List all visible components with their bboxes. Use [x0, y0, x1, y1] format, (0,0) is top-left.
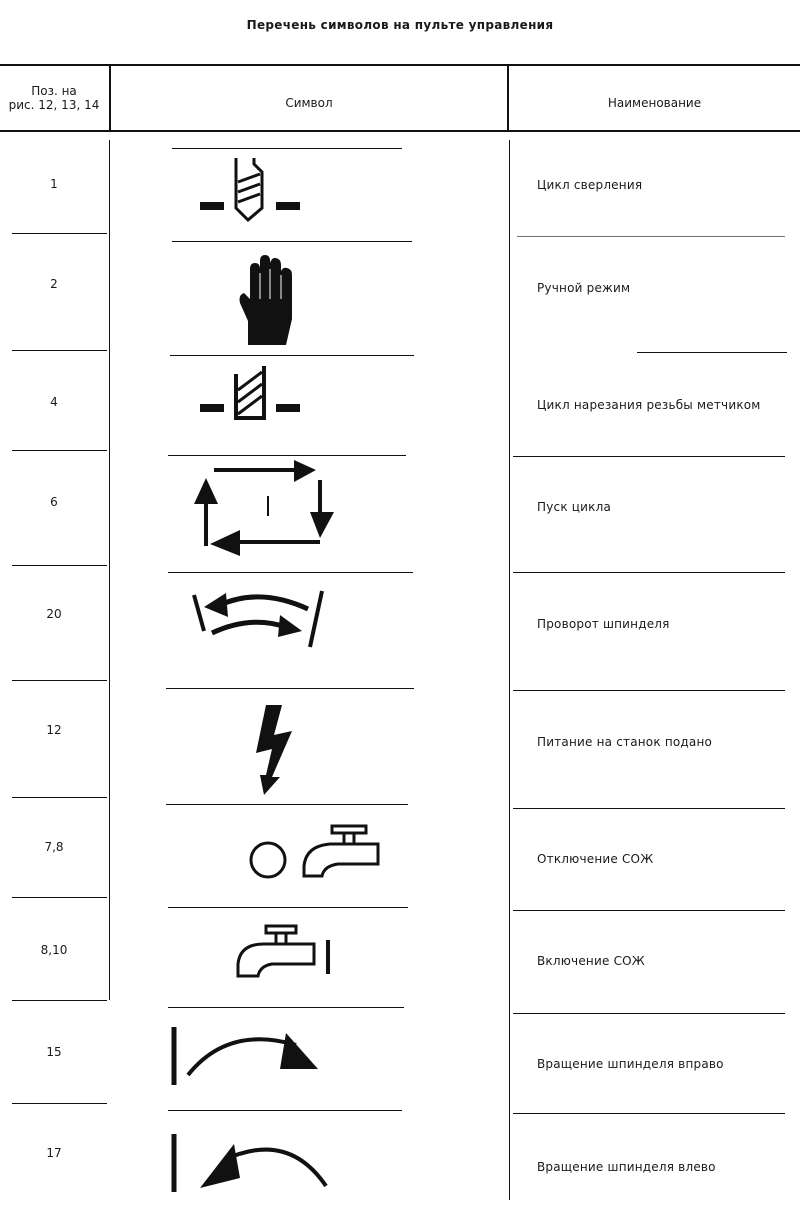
pos-row-rule — [12, 350, 107, 351]
header-pos — [0, 84, 108, 112]
row-8-10-pos: 8,10 — [40, 943, 68, 957]
cycle-start-icon — [190, 460, 340, 560]
symbol-row-rule — [172, 148, 402, 149]
hand-icon — [236, 255, 302, 347]
lightning-icon — [252, 705, 298, 797]
row-17-pos: 17 — [46, 1146, 62, 1160]
symbol-row-rule — [168, 455, 406, 456]
row-20-pos: 20 — [46, 607, 62, 621]
pos-row-rule — [12, 1000, 107, 1001]
page-title: Перечень символов на пульте управления — [246, 18, 554, 32]
name-row-rule — [513, 690, 785, 691]
row-17-name: Вращение шпинделя влево — [537, 1160, 716, 1174]
symbol-row-rule — [166, 688, 414, 689]
coolant-on-icon — [234, 924, 334, 982]
drilling-cycle-icon — [196, 152, 308, 224]
header-pos-line1: Поз. на — [31, 84, 77, 98]
symbol-row-rule — [168, 572, 413, 573]
row-8-10-name: Включение СОЖ — [537, 954, 645, 968]
header-bottom-rule — [0, 130, 800, 132]
header-name: Наименование — [607, 96, 702, 110]
pos-row-rule — [12, 233, 107, 234]
row-7-8-pos: 7,8 — [44, 840, 64, 854]
name-row-rule — [513, 1113, 785, 1114]
spindle-left-icon — [168, 1130, 334, 1196]
coolant-off-icon — [246, 822, 386, 884]
column-divider-2-body — [509, 140, 510, 1200]
symbol-row-rule — [172, 241, 412, 242]
symbol-row-rule — [166, 804, 408, 805]
spindle-right-icon — [168, 1025, 324, 1087]
name-row-rule — [517, 236, 785, 237]
header-pos-line2: рис. 12, 13, 14 — [8, 98, 100, 112]
row-7-8-name: Отключение СОЖ — [537, 852, 654, 866]
pos-row-rule — [12, 897, 107, 898]
pos-row-rule — [12, 565, 107, 566]
name-row-rule — [513, 1013, 785, 1014]
tapping-cycle-icon — [198, 364, 306, 422]
pos-row-rule — [12, 1103, 107, 1104]
pos-row-rule — [12, 680, 107, 681]
name-row-rule — [513, 808, 785, 809]
row-4-pos: 4 — [50, 395, 58, 409]
row-15-pos: 15 — [46, 1045, 62, 1059]
row-1-name: Цикл сверления — [537, 178, 643, 192]
symbol-row-rule — [170, 355, 414, 356]
row-15-name: Вращение шпинделя вправо — [537, 1057, 724, 1071]
pos-row-rule — [12, 797, 107, 798]
row-6-pos: 6 — [50, 495, 58, 509]
row-2-pos: 2 — [50, 277, 58, 291]
row-20-name: Проворот шпинделя — [537, 617, 670, 631]
header-top-rule — [0, 64, 800, 66]
row-12-pos: 12 — [46, 723, 62, 737]
pos-row-rule — [12, 450, 107, 451]
symbol-row-rule — [168, 907, 408, 908]
row-4-name: Цикл нарезания резьбы метчиком — [537, 398, 761, 412]
column-divider-1-body — [109, 140, 110, 1000]
name-row-rule — [513, 456, 785, 457]
row-2-name: Ручной режим — [537, 281, 631, 295]
row-6-name: Пуск цикла — [537, 500, 612, 514]
row-12-name: Питание на станок подано — [537, 735, 713, 749]
symbol-row-rule — [168, 1110, 402, 1111]
spindle-jog-icon — [190, 585, 330, 651]
header-symbol: Символ — [285, 96, 333, 110]
symbol-row-rule — [168, 1007, 404, 1008]
name-row-rule — [637, 352, 787, 353]
row-1-pos: 1 — [50, 177, 58, 191]
name-row-rule — [513, 910, 785, 911]
name-row-rule — [513, 572, 785, 573]
